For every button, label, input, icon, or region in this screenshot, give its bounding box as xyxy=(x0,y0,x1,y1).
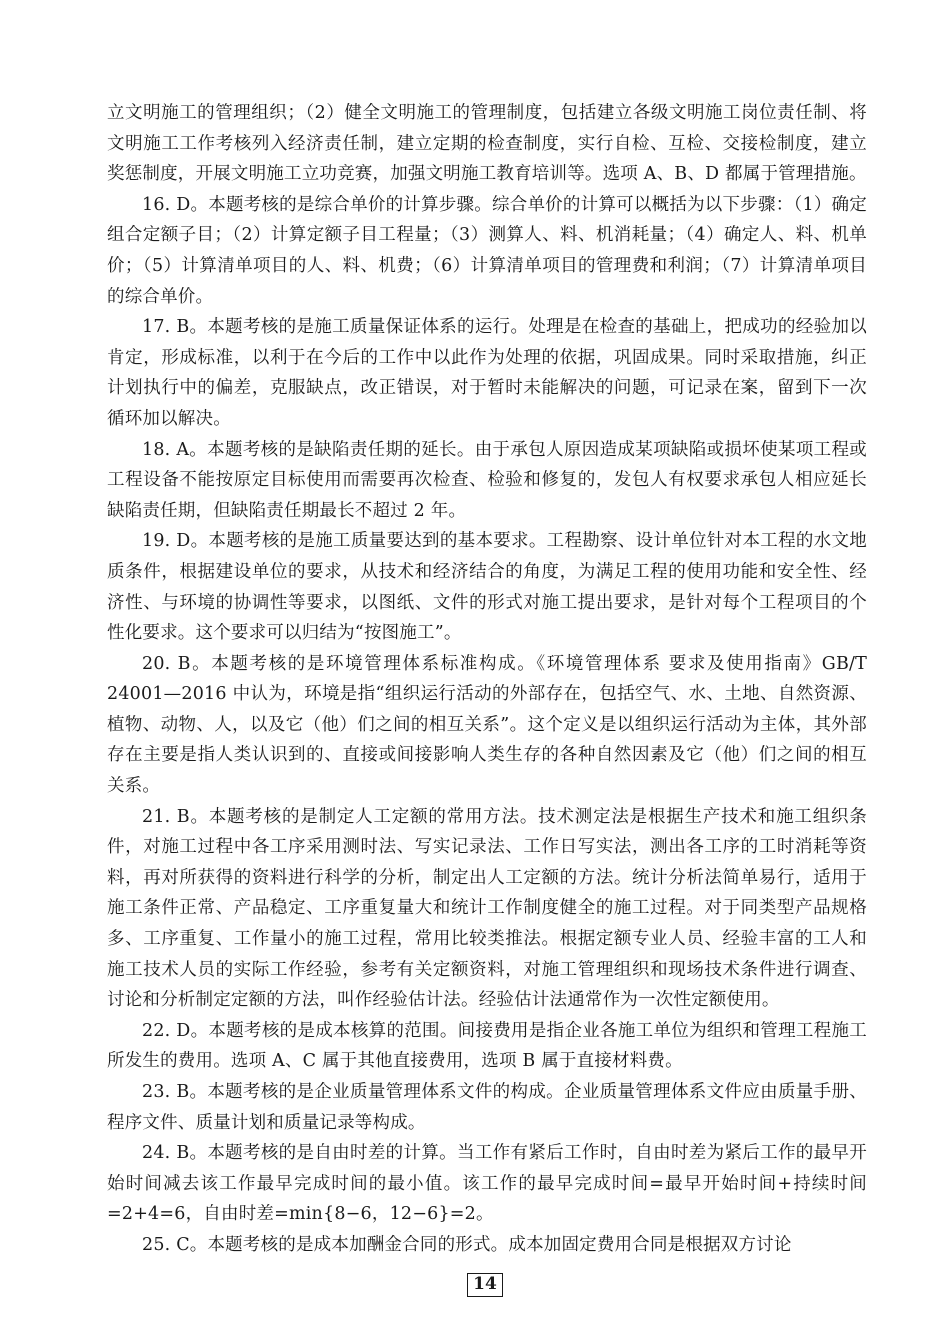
paragraph-answer-21: 21. B。本题考核的是制定人工定额的常用方法。技术测定法是根据生产技术和施工组织条件，对施工过程中各工序采用测时法、写实记录法、工作日写实法，测出各工序的工时消耗等资料，再对所获得的资料进行科学的分析，制定出人工定额的方法。统计分析法简单易行，适用于施工条件正常、产品稳定、工序重复量大和统计工作制度健全的施工过程。对于同类型产品规格多、工序重复、工作量小的施工过程，常用比较类推法。根据定额专业人员、经验丰富的工人和施工技术人员的实际工作经验，参考有关定额资料，对施工管理组织和现场技术条件进行调查、讨论和分析制定定额的方法，叫作经验估计法。经验估计法通常作为一次性定额使用。 xyxy=(107,806,867,1011)
paragraph-answer-17: 17. B。本题考核的是施工质量保证体系的运行。处理是在检查的基础上，把成功的经验加以肯定，形成标准，以利于在今后的工作中以此作为处理的依据，巩固成果。同时采取措施，纠正计划执行中的偏差，克服缺点，改正错误，对于暂时未能解决的问题，可记录在案，留到下一次循环加以解决。 xyxy=(107,317,867,429)
paragraph-answer-24: 24. B。本题考核的是自由时差的计算。当工作有紧后工作时，自由时差为紧后工作的最早开始时间减去该工作最早完成时间的最小值。该工作的最早完成时间=最早开始时间+持续时间=2+4=6，自由时差=min{8−6，12−6}=2。 xyxy=(107,1143,867,1225)
paragraph-continuation: 立文明施工的管理组织；（2）健全文明施工的管理制度，包括建立各级文明施工岗位责任制、将文明施工工作考核列入经济责任制，建立定期的检查制度，实行自检、互检、交接检制度，建立奖惩制度，开展文明施工立功竞赛，加强文明施工教育培训等。选项 A、B、D 都属于管理措施。 xyxy=(107,103,867,185)
page-number: 14 xyxy=(467,1273,503,1297)
paragraph-answer-25: 25. C。本题考核的是成本加酬金合同的形式。成本加固定费用合同是根据双方讨论 xyxy=(142,1234,792,1255)
paragraph-answer-20: 20. B。本题考核的是环境管理体系标准构成。《环境管理体系 要求及使用指南》GB/T 24001—2016 中认为，环境是指“组织运行活动的外部存在，包括空气、水、土地、自然资源、植物、动物、人，以及它（他）们之间的相互关系”。这个定义是以组织运行活动为主体，其外部存在主要是指人类认识到的、直接或间接影响人类生存的各种自然因素及它（他）们之间的相互关系。 xyxy=(107,653,867,797)
paragraph-answer-22: 22. D。本题考核的是成本核算的范围。间接费用是指企业各施工单位为组织和管理工程施工所发生的费用。选项 A、C 属于其他直接费用，选项 B 属于直接材料费。 xyxy=(107,1020,867,1072)
paragraph-answer-16: 16. D。本题考核的是综合单价的计算步骤。综合单价的计算可以概括为以下步骤：（1）确定组合定额子目；（2）计算定额子目工程量；（3）测算人、料、机消耗量；（4）确定人、料、机单价；（5）计算清单项目的人、料、机费；（6）计算清单项目的管理费和利润；（7）计算清单项目的综合单价。 xyxy=(107,194,867,307)
paragraph-answer-18: 18. A。本题考核的是缺陷责任期的延长。由于承包人原因造成某项缺陷或损坏使某项工程或工程设备不能按原定目标使用而需要再次检查、检验和修复的，发包人有权要求承包人相应延长缺陷责任期，但缺陷责任期最长不超过 2 年。 xyxy=(107,439,867,521)
document-body xyxy=(107,98,867,1261)
paragraph-answer-23: 23. B。本题考核的是企业质量管理体系文件的构成。企业质量管理体系文件应由质量手册、程序文件、质量计划和质量记录等构成。 xyxy=(107,1082,867,1133)
paragraph-answer-19: 19. D。本题考核的是施工质量要达到的基本要求。工程勘察、设计单位针对本工程的水文地质条件，根据建设单位的要求，从技术和经济结合的角度，为满足工程的使用功能和安全性、经济性、与环境的协调性等要求，以图纸、文件的形式对施工提出要求，是针对每个工程项目的个性化要求。这个要求可以归结为“按图施工”。 xyxy=(107,531,867,644)
